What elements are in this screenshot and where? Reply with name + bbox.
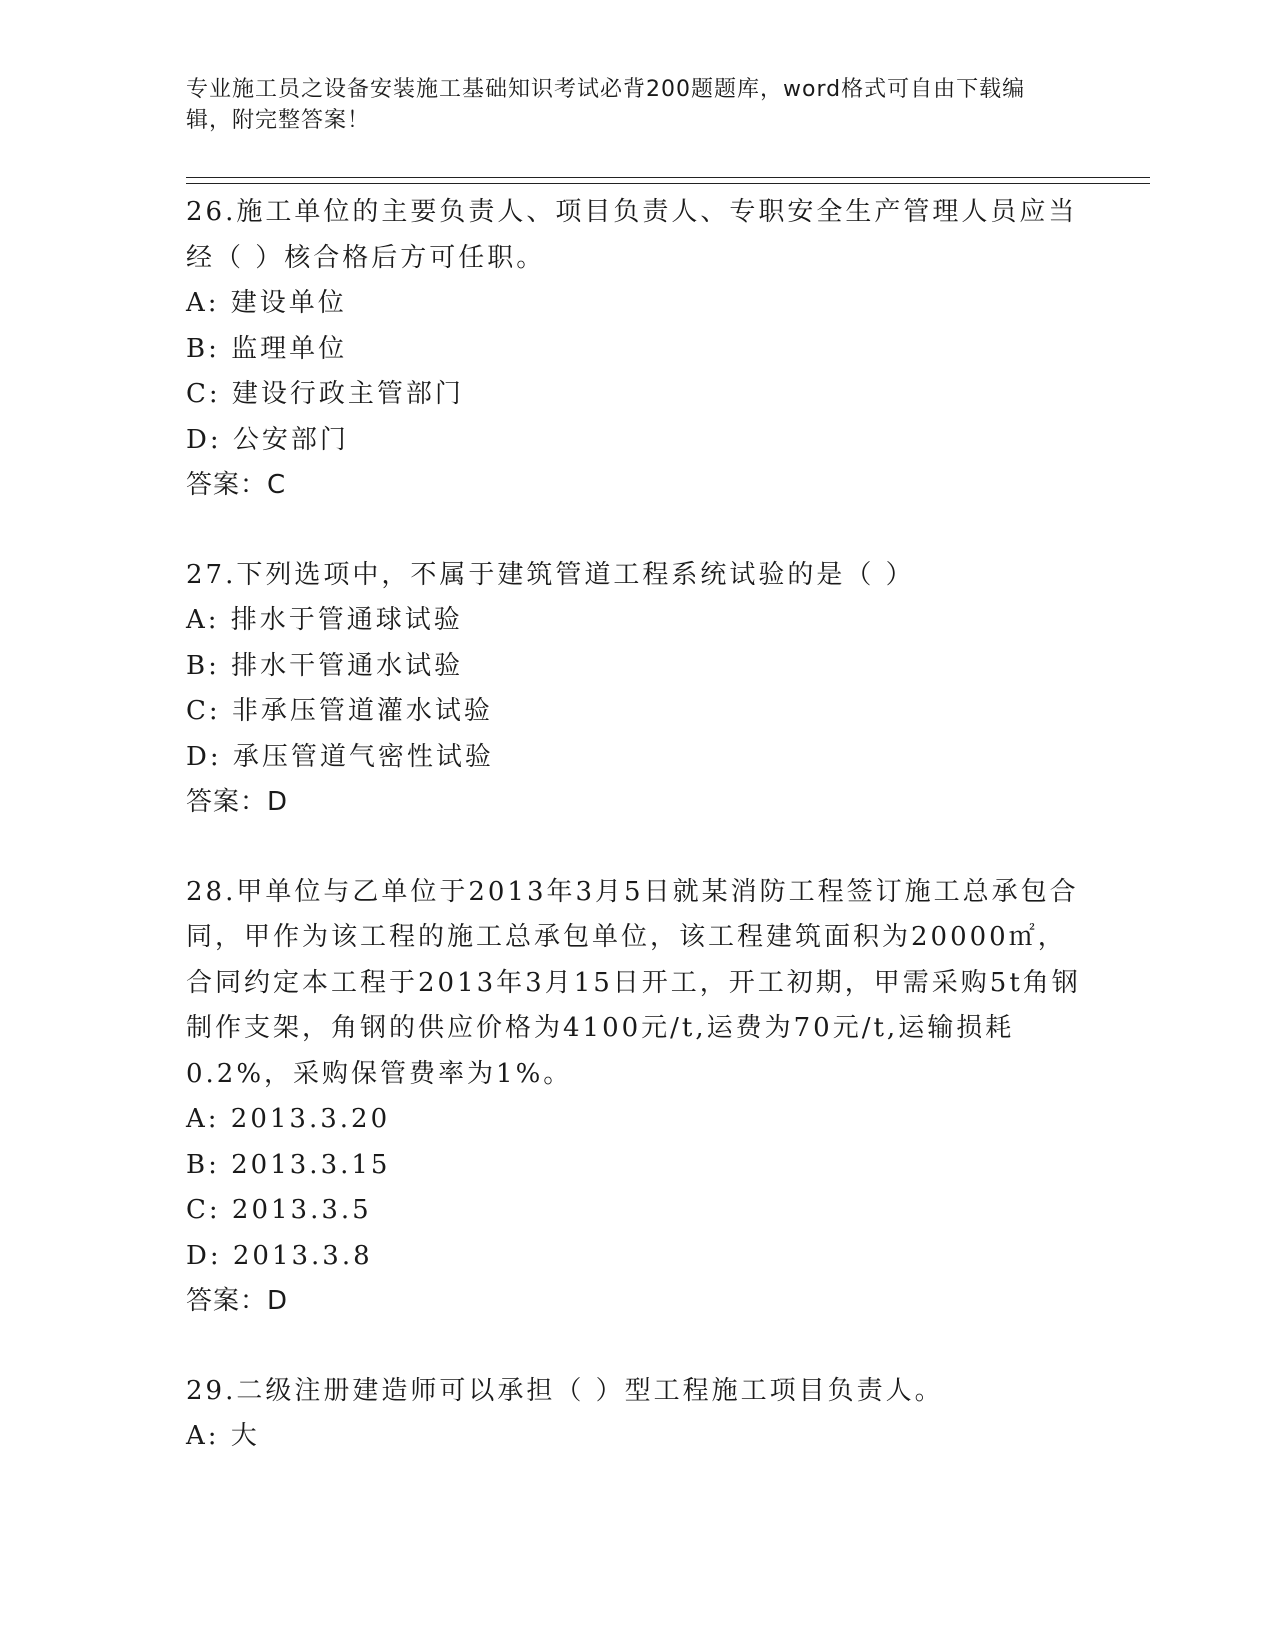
option-a: A: 建设单位 (186, 288, 347, 318)
option-a: A: 排水于管通球试验 (186, 605, 463, 635)
question-29 (186, 1369, 1086, 1460)
question-list (186, 190, 1086, 1460)
question-28 (186, 870, 1086, 1325)
option-c: C: 建设行政主管部门 (186, 379, 464, 409)
question-spacer (186, 1325, 1086, 1369)
question-spacer (186, 509, 1086, 553)
document-header (186, 74, 1066, 136)
answer: 答案：D (186, 787, 289, 817)
option-a: A: 2013.3.20 (186, 1104, 391, 1134)
option-a: A: 大 (186, 1421, 260, 1451)
option-b: B: 2013.3.15 (186, 1149, 391, 1180)
option-c: C: 非承压管道灌水试验 (186, 696, 493, 726)
question-spacer (186, 826, 1086, 870)
question-26 (186, 190, 1086, 509)
question-text: 27.下列选项中，不属于建筑管道工程系统试验的是（ ） (186, 559, 915, 590)
header-title: 专业施工员之设备安装施工基础知识考试必背200题题库，word格式可自由下载编辑，附完整答案！ (186, 77, 1026, 133)
question-text: 29.二级注册建造师可以承担（ ）型工程施工项目负责人。 (186, 1375, 944, 1406)
answer: 答案：C (186, 470, 287, 500)
header-rule-top (186, 177, 1150, 178)
header-rule-bottom (186, 183, 1150, 184)
question-text: 28.甲单位与乙单位于2013年3月5日就某消防工程签订施工总承包合同，甲作为该工程的施工总承包单位，该工程建筑面积为20000㎡，合同约定本工程于2013年3月15日开工，开工初期，甲需采购5t角钢制作支架，角钢的供应价格为4100元/t,运费为70元/t,运输损耗0.2%，采购保管费率为1%。 (186, 876, 1081, 1089)
question-27 (186, 553, 1086, 826)
answer: 答案：D (186, 1286, 289, 1316)
question-text: 26.施工单位的主要负责人、项目负责人、专职安全生产管理人员应当经（ ）核合格后方可任职。 (186, 197, 1078, 273)
option-c: C: 2013.3.5 (186, 1195, 372, 1225)
option-b: B: 监理单位 (186, 333, 348, 364)
option-b: B: 排水干管通水试验 (186, 650, 464, 681)
option-d: D: 2013.3.8 (186, 1240, 373, 1271)
option-d: D: 公安部门 (186, 424, 349, 455)
option-d: D: 承压管道气密性试验 (186, 741, 494, 772)
